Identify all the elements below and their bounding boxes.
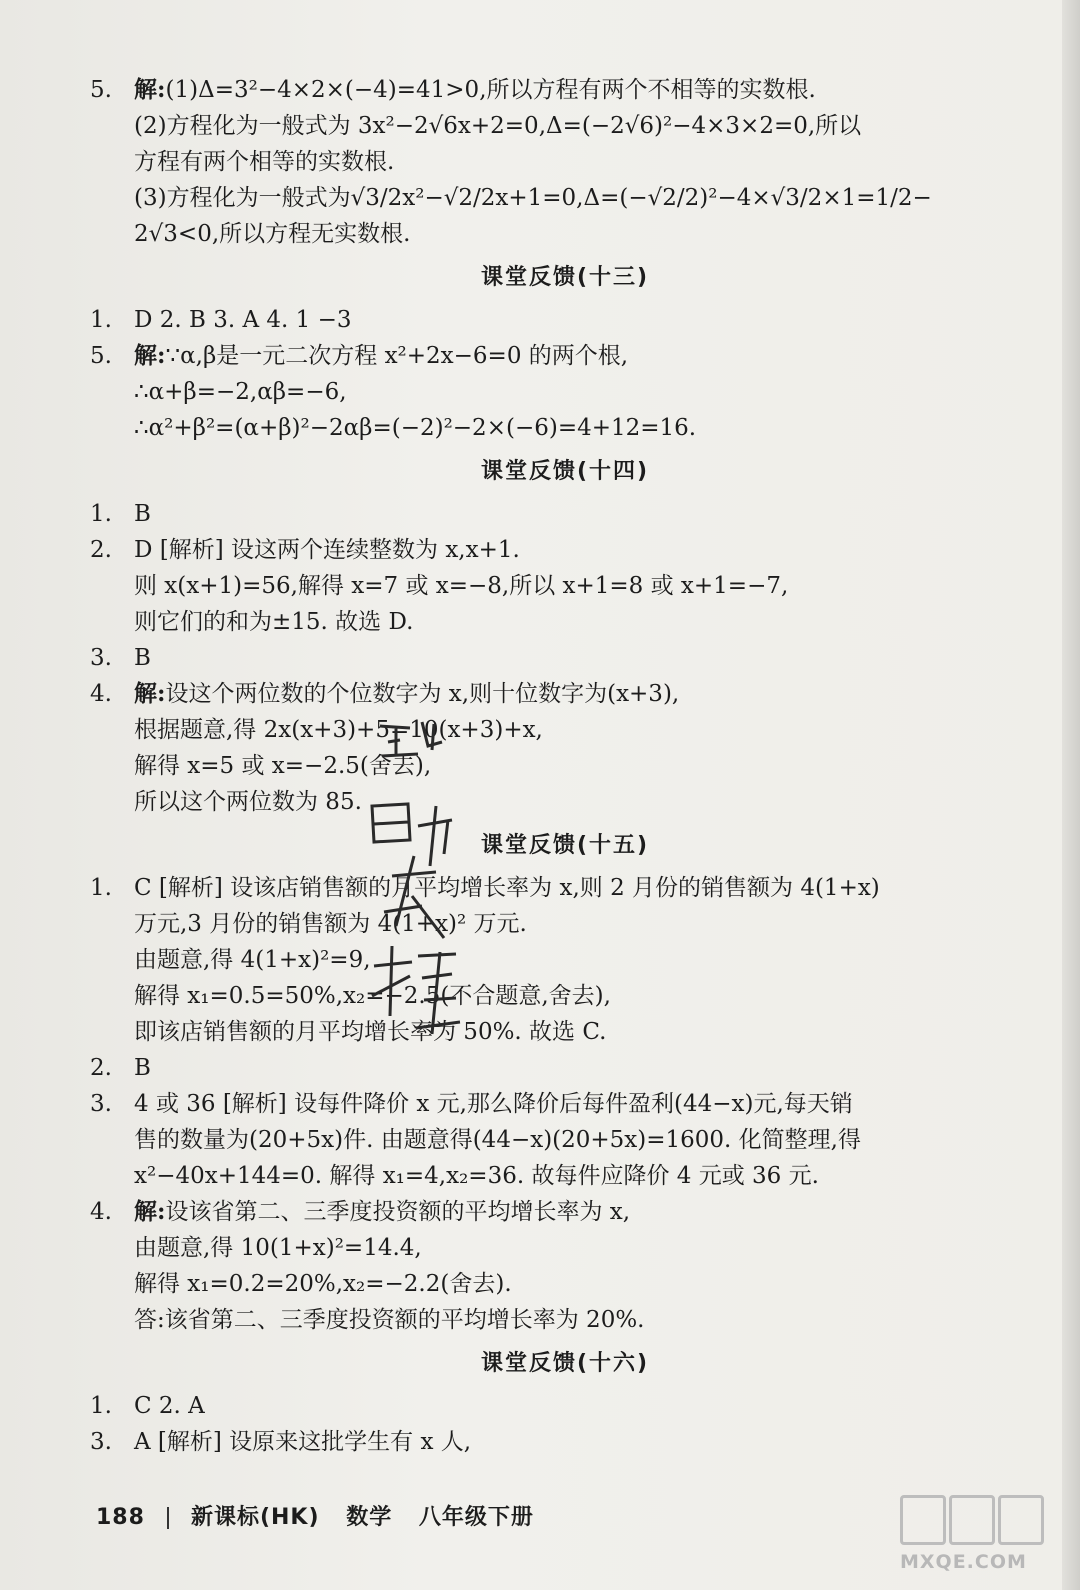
answer-text: 设该省第二、三季度投资额的平均增长率为 x, — [165, 1199, 631, 1225]
watermark-url: MXQE.COM — [900, 1551, 1027, 1573]
answer-text: D [解析] 设这两个连续整数为 x,x+1. — [134, 537, 520, 563]
answer-line — [90, 72, 1040, 108]
answer-line — [90, 1122, 1040, 1158]
answer-text: B — [134, 501, 151, 527]
question-number: 5. — [90, 77, 112, 103]
answer-text: 售的数量为(20+5x)件. 由题意得(44−x)(20+5x)=1600. 化简整理,得 — [134, 1127, 861, 1153]
answer-line — [90, 748, 1040, 784]
book-subject: 数学 — [346, 1505, 393, 1530]
question-number: 1. — [90, 1393, 112, 1419]
answer-text: ∴α+β=−2,αβ=−6, — [134, 379, 347, 405]
answer-line — [90, 568, 1040, 604]
answer-line — [90, 978, 1040, 1014]
answer-text: 所以这个两位数为 85. — [134, 789, 362, 815]
answer-content — [90, 72, 1040, 1460]
question-number: 3. — [90, 1429, 112, 1455]
section-heading: 课堂反馈(十四) — [480, 459, 650, 484]
answer-line — [90, 1424, 1040, 1460]
question-number: 4. — [90, 1199, 112, 1225]
answer-text: D 2. B 3. A 4. 1 −3 — [134, 307, 352, 333]
question-number: 4. — [90, 681, 112, 707]
question-number: 1. — [90, 875, 112, 901]
answer-line — [90, 1158, 1040, 1194]
section-heading: 课堂反馈(十三) — [480, 265, 650, 290]
answer-line — [90, 640, 1040, 676]
answer-line — [90, 374, 1040, 410]
answer-line — [90, 906, 1040, 942]
answer-line — [90, 1086, 1040, 1122]
section-heading: 课堂反馈(十五) — [480, 833, 650, 858]
question-number: 1. — [90, 307, 112, 333]
section-heading: 课堂反馈(十六) — [480, 1351, 650, 1376]
question-number: 2. — [90, 1055, 112, 1081]
logo-box-2 — [949, 1495, 995, 1545]
answer-text: ∵α,β是一元二次方程 x²+2x−6=0 的两个根, — [165, 343, 629, 369]
answer-line — [90, 1388, 1040, 1424]
answer-line — [90, 410, 1040, 446]
answer-text: 解得 x₁=0.2=20%,x₂=−2.2(舍去). — [134, 1271, 512, 1297]
answer-line — [90, 1014, 1040, 1050]
answer-text: (1)Δ=3²−4×2×(−4)=41>0,所以方程有两个不相等的实数根. — [165, 77, 816, 103]
answer-text: A [解析] 设原来这批学生有 x 人, — [134, 1429, 472, 1455]
answer-line — [90, 1266, 1040, 1302]
answer-text: 则 x(x+1)=56,解得 x=7 或 x=−8,所以 x+1=8 或 x+1=−7, — [134, 573, 789, 599]
answer-line — [90, 712, 1040, 748]
answer-text: (3)方程化为一般式为√3/2x²−√2/2x+1=0,Δ=(−√2/2)²−4×√3/2×1=1/2− — [134, 185, 932, 211]
answer-text: 即该店销售额的月平均增长率为 50%. 故选 C. — [134, 1019, 607, 1045]
answer-text: C 2. A — [134, 1393, 205, 1419]
answer-text: 答:该省第二、三季度投资额的平均增长率为 20%. — [134, 1307, 645, 1333]
answer-line — [90, 604, 1040, 640]
answer-line — [90, 1050, 1040, 1086]
answer-line — [90, 144, 1040, 180]
answer-line — [90, 496, 1040, 532]
answer-text: 方程有两个相等的实数根. — [134, 149, 395, 175]
answer-line — [90, 1230, 1040, 1266]
answer-text: ∴α²+β²=(α+β)²−2αβ=(−2)²−2×(−6)=4+12=16. — [134, 415, 697, 441]
answer-line — [90, 1194, 1040, 1230]
answer-text: B — [134, 1055, 151, 1081]
answer-line — [90, 870, 1040, 906]
question-number: 3. — [90, 645, 112, 671]
answer-text: C [解析] 设该店销售额的月平均增长率为 x,则 2 月份的销售额为 4(1+x) — [134, 875, 880, 901]
book-grade: 八年级下册 — [418, 1505, 534, 1530]
answer-line — [90, 784, 1040, 820]
answer-text: 解得 x=5 或 x=−2.5(舍去), — [134, 753, 432, 779]
answer-line — [90, 676, 1040, 712]
question-number: 5. — [90, 343, 112, 369]
logo-box-1 — [900, 1495, 946, 1545]
answer-text: 由题意,得 10(1+x)²=14.4, — [134, 1235, 422, 1261]
answer-text: 由题意,得 4(1+x)²=9, — [134, 947, 371, 973]
question-number: 1. — [90, 501, 112, 527]
answer-line — [90, 1302, 1040, 1338]
answer-line — [90, 942, 1040, 978]
solution-label: 解: — [134, 680, 166, 707]
page-binding-edge — [1062, 0, 1080, 1590]
footer-divider — [167, 1507, 169, 1529]
page-number: 188 — [96, 1505, 145, 1530]
solution-label: 解: — [134, 342, 166, 369]
answer-line — [90, 338, 1040, 374]
answer-text: 根据题意,得 2x(x+3)+5=10(x+3)+x, — [134, 717, 543, 743]
logo-boxes — [900, 1495, 1060, 1549]
answer-text: 则它们的和为±15. 故选 D. — [134, 609, 414, 635]
answer-line — [90, 302, 1040, 338]
answer-line — [90, 216, 1040, 252]
answer-line — [90, 108, 1040, 144]
page-footer — [96, 1500, 534, 1531]
answer-text: 万元,3 月份的销售额为 4(1+x)² 万元. — [134, 911, 527, 937]
answer-line — [90, 532, 1040, 568]
logo-box-3 — [998, 1495, 1044, 1545]
answer-text: 2√3<0,所以方程无实数根. — [134, 221, 411, 247]
book-series: 新课标(HK) — [190, 1505, 320, 1530]
solution-label: 解: — [134, 76, 166, 103]
question-number: 2. — [90, 537, 112, 563]
answer-text: 解得 x₁=0.5=50%,x₂=−2.5(不合题意,舍去), — [134, 983, 611, 1009]
answer-text: x²−40x+144=0. 解得 x₁=4,x₂=36. 故每件应降价 4 元或 36 元. — [134, 1163, 819, 1189]
answer-text: 4 或 36 [解析] 设每件降价 x 元,那么降价后每件盈利(44−x)元,每天销 — [134, 1091, 853, 1117]
answer-text: (2)方程化为一般式为 3x²−2√6x+2=0,Δ=(−2√6)²−4×3×2=0,所以 — [134, 113, 862, 139]
solution-label: 解: — [134, 1198, 166, 1225]
question-number: 3. — [90, 1091, 112, 1117]
answer-text: 设这个两位数的个位数字为 x,则十位数字为(x+3), — [165, 681, 680, 707]
watermark-logo — [900, 1495, 1060, 1585]
answer-text: B — [134, 645, 151, 671]
answer-line — [90, 180, 1040, 216]
